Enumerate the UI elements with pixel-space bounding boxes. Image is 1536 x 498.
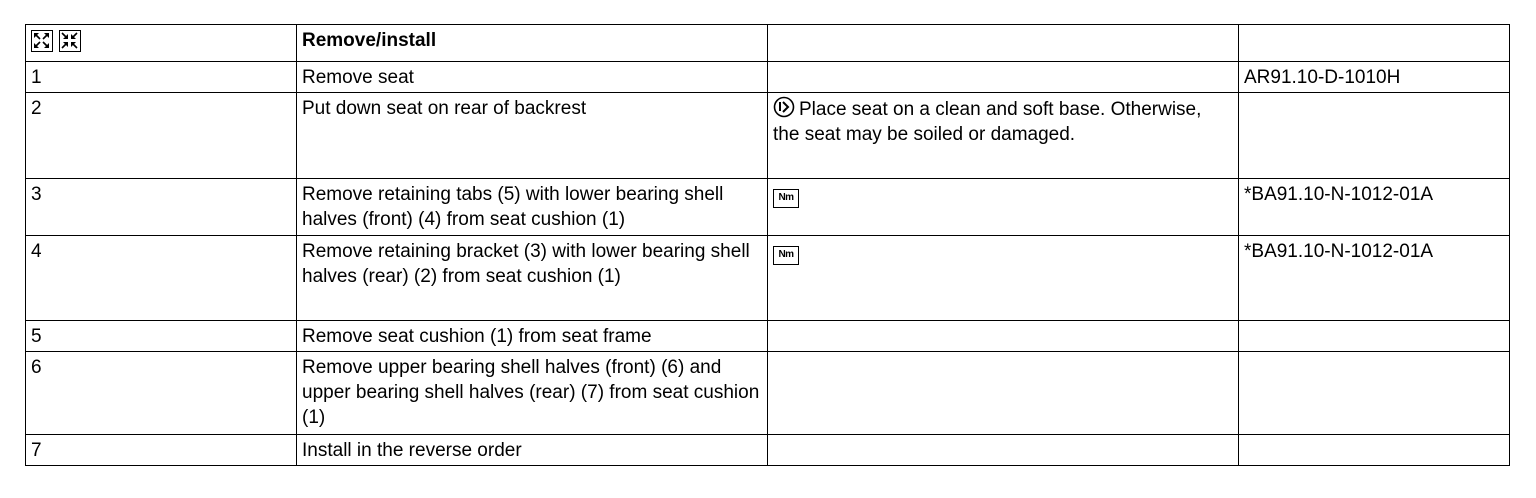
procedure-table: [25, 24, 1510, 466]
step-note: [768, 435, 1239, 466]
step-note-text: Place seat on a clean and soft base. Otherwise, the seat may be soiled or damaged.: [773, 99, 1202, 145]
step-note: [768, 321, 1239, 352]
table-row: [26, 236, 1510, 321]
table-row: [26, 435, 1510, 466]
step-action: Install in the reverse order: [297, 435, 768, 466]
step-number: 1: [26, 62, 297, 93]
step-reference-link[interactable]: *BA91.10-N-1012-01A: [1239, 179, 1510, 236]
step-action: Put down seat on rear of backrest: [297, 93, 768, 179]
table-header-row: [26, 25, 1510, 62]
step-reference-link[interactable]: *BA91.10-N-1012-01A: [1239, 236, 1510, 321]
step-action: Remove seat cushion (1) from seat frame: [297, 321, 768, 352]
step-number: 5: [26, 321, 297, 352]
header-title: Remove/install: [297, 25, 768, 62]
step-action: Remove seat: [297, 62, 768, 93]
table-row: [26, 93, 1510, 179]
step-action: Remove retaining bracket (3) with lower bearing shell halves (rear) (2) from seat cushion (1): [297, 236, 768, 321]
step-reference: [1239, 352, 1510, 435]
step-number: 7: [26, 435, 297, 466]
expand-all-icon[interactable]: [31, 30, 53, 52]
collapse-all-icon[interactable]: [59, 30, 81, 52]
step-reference: [1239, 321, 1510, 352]
header-note-cell: [768, 25, 1239, 62]
step-note-cell: [768, 179, 1239, 236]
step-action: Remove upper bearing shell halves (front) (6) and upper bearing shell halves (rear) (7) from seat cushion (1): [297, 352, 768, 435]
step-note-cell: [768, 93, 1239, 179]
step-note: [768, 62, 1239, 93]
step-number: 6: [26, 352, 297, 435]
header-icons-cell: [26, 25, 297, 62]
table-row: [26, 352, 1510, 435]
nm-torque-icon[interactable]: Nm: [773, 246, 799, 265]
nm-torque-icon[interactable]: Nm: [773, 189, 799, 208]
step-number: 2: [26, 93, 297, 179]
note-icon: [773, 96, 795, 118]
step-reference-link[interactable]: AR91.10-D-1010H: [1239, 62, 1510, 93]
step-reference: [1239, 93, 1510, 179]
table-row: [26, 321, 1510, 352]
step-note: [768, 352, 1239, 435]
step-action: Remove retaining tabs (5) with lower bearing shell halves (front) (4) from seat cushion (1): [297, 179, 768, 236]
step-number: 3: [26, 179, 297, 236]
table-row: [26, 62, 1510, 93]
step-note-cell: [768, 236, 1239, 321]
header-ref-cell: [1239, 25, 1510, 62]
table-row: [26, 179, 1510, 236]
step-number: 4: [26, 236, 297, 321]
step-reference: [1239, 435, 1510, 466]
